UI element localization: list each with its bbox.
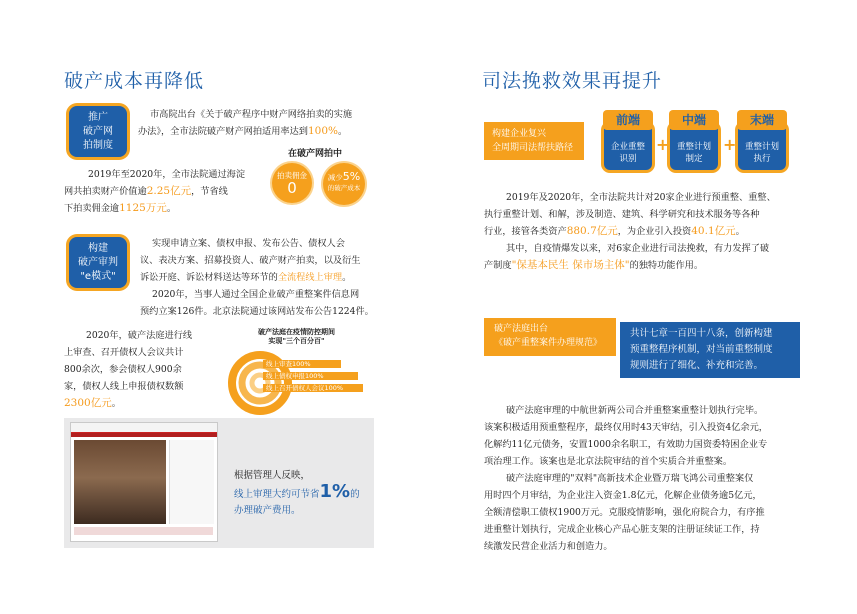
text-line: 其中，自疫情爆发以来，对6家企业进行司法挽救，有力发挥了破 [506, 243, 770, 254]
tag-online-auction [69, 106, 127, 157]
text-line: 项治理工作。该案也是北京法院审结的首个实质合并重整案。 [484, 456, 733, 467]
revival-banner [484, 122, 584, 160]
banner-line: 《破产重整案件办理规范》 [494, 338, 603, 348]
cost-saving-note [234, 468, 360, 519]
paragraph-auction-rule [138, 106, 378, 140]
court-screenshot-image [70, 422, 218, 542]
text-line: 市高院出台《关于破产程序中财产网络拍卖的实施 [150, 109, 353, 120]
note-line: 线上审理大约可节省1%的 [234, 481, 360, 502]
paragraph-rescue-summary [484, 189, 794, 274]
text-line: 800余次，参会债权人900余 [64, 364, 182, 375]
stage-front-title: 前端 [603, 110, 653, 130]
text-line: 预约立案126件。北京法院通过该网站发布公告1224件。 [140, 306, 374, 317]
text-line: 2300亿元。 [64, 397, 121, 409]
screenshot-side-panel [169, 440, 214, 524]
left-heading: 破产成本再降低 [64, 70, 205, 92]
tag-line: 推广 [88, 112, 108, 123]
text-line: 家，债权人线上申报债权数额 [64, 381, 184, 392]
circle-label: 减少5% [327, 170, 361, 183]
text-line: 执行重整计划、和解，涉及制造、建筑、科学研究和技术服务等各种 [484, 209, 760, 220]
tag-line: 拍制度 [83, 140, 113, 151]
text-line: 破产法庭审理的中航世新两公司合并重整案重整计划执行完毕。 [506, 405, 764, 416]
stage-end-title: 末端 [737, 110, 787, 130]
circle-value: 0 [287, 179, 297, 197]
text-line: 全额清偿职工债权1900万元。克服疫情影响，强化府院合力，有序推 [484, 507, 765, 518]
cost-reduction-circle [323, 163, 365, 205]
auction-title: 在破产网拍中 [288, 149, 343, 159]
court-screenshot-panel [64, 418, 374, 548]
stage-end-text [738, 141, 786, 165]
ring-label-1: 线上审查100% [266, 360, 311, 368]
banner-line: 构建企业复兴 [492, 129, 547, 139]
ring-label-2: 线上债权申报100% [266, 372, 324, 380]
stage-line: 制定 [685, 154, 703, 164]
plus-sign: + [723, 135, 737, 154]
summary-line: 预重整程序机制，对当前重整制度 [630, 344, 773, 355]
circle-label: 拍卖佣金 [277, 171, 307, 180]
ring-title [258, 328, 335, 346]
summary-line: 共计七章一百四十八条，创新构建 [630, 328, 773, 339]
plus-sign: + [656, 135, 670, 154]
stage-line: 重整计划 [676, 142, 711, 152]
screenshot-footer-bar [74, 527, 213, 535]
ring-title-line: 破产法庭在疫情防控期间 [258, 328, 335, 336]
tag-e-mode [69, 237, 127, 288]
stage-line: 执行 [753, 154, 771, 164]
text-line: 产制度"保基本民生 保市场主体"的独特功能作用。 [484, 259, 704, 271]
text-line: 2019年及2020年，全市法院共计对20家企业进行预重整、重整、 [506, 192, 776, 203]
screenshot-video-area [74, 440, 166, 524]
regulation-summary [620, 322, 800, 378]
tag-line: 破产审判 [78, 257, 118, 268]
stage-front-text [604, 141, 652, 165]
text-line: 续激发民营企业活力和创造力。 [484, 541, 613, 552]
commission-circle [272, 163, 312, 203]
text-line: 破产法庭审理的"双料"高新技术企业暨万瑞飞鸿公司重整案仅 [506, 473, 754, 484]
text-line: 下拍卖佣金逾1125万元。 [64, 202, 177, 214]
stage-line: 企业重整 [610, 142, 645, 152]
text-line: 用时四个月审结，为企业注入资金1.8亿元，化解企业债务逾5亿元， [484, 490, 762, 501]
text-line: 2019年至2020年，全市法院通过海淀 [88, 169, 246, 180]
banner-line: 全周期司法帮扶路径 [492, 143, 574, 153]
screenshot-red-band [71, 433, 217, 437]
tag-line: "e模式" [80, 271, 116, 282]
screenshot-header-bar [71, 423, 217, 433]
ring-label-3: 线上召开债权人会议100% [266, 384, 344, 392]
text-line: 化解约11亿元债务，安置1000余名职工，有效助力国资委特困企业专 [484, 439, 768, 450]
text-line: 行业，接管各类资产880.7亿元，为企业引入投资40.1亿元。 [484, 225, 745, 237]
text-line: 办法》，全市法院破产财产网拍适用率达到100%。 [138, 125, 348, 137]
stage-middle-text [670, 141, 718, 165]
text-line: 2020年，当事人通过全国企业破产重整案件信息网 [152, 289, 360, 300]
circle-label: 的破产成本 [327, 184, 361, 192]
tag-line: 破产网 [83, 126, 113, 137]
text-line: 上审查、召开债权人会议共计 [64, 347, 184, 358]
paragraph-auction-value [64, 166, 269, 217]
text-line: 议、表决方案、招募投资人、破产财产拍卖，以及衍生 [140, 255, 361, 266]
stage-line: 识别 [619, 154, 637, 164]
regulation-banner [484, 318, 616, 356]
stage-middle-title: 中端 [669, 110, 719, 130]
ring-title-line: 实现"三个百分百" [268, 337, 325, 345]
text-line: 进重整计划执行，完成企业核心产品心脏支架的注册证续证工作，持 [484, 524, 760, 535]
summary-line: 规则进行了细化、补充和完善。 [630, 360, 764, 371]
banner-line: 破产法庭出台 [494, 324, 549, 334]
note-line: 办理破产费用。 [234, 505, 301, 516]
right-heading: 司法挽救效果再提升 [482, 70, 663, 92]
paragraph-online-process [140, 235, 380, 320]
paragraph-case-zhonghang [484, 402, 796, 555]
text-line: 实现申请立案、债权申报、发布公告、债权人会 [152, 238, 345, 249]
text-line: 该案积极适用预重整程序，最终仅用时43天审结，引入投资4亿余元， [484, 422, 768, 433]
paragraph-online-meetings [64, 327, 209, 412]
note-line: 根据管理人反映， [234, 470, 311, 481]
stage-line: 重整计划 [744, 142, 779, 152]
tag-line: 构建 [88, 243, 108, 254]
text-line: 网共拍卖财产价值逾2.25亿元，节省线 [64, 185, 228, 197]
text-line: 2020年，破产法庭进行线 [86, 330, 193, 341]
text-line: 诉讼开庭、诉讼材料送达等环节的全流程线上审理。 [140, 272, 352, 283]
